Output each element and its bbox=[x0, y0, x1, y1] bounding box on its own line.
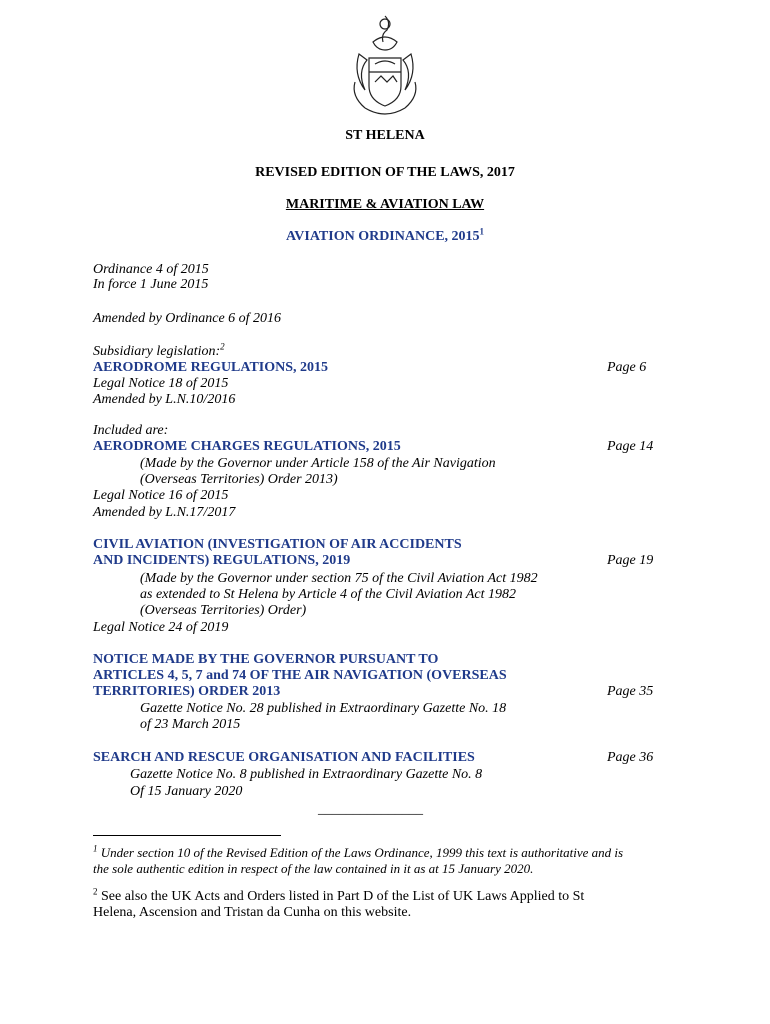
entry-title-governor-notice[interactable]: TERRITORIES) ORDER 2013 bbox=[93, 684, 281, 699]
amended-by: Amended by Ordinance 6 of 2016 bbox=[93, 311, 282, 326]
footnote-ref-1[interactable]: 1 bbox=[479, 226, 485, 237]
footnote-line: the sole authentic edition in respect of the law contained in it as at 15 January 2020. bbox=[93, 861, 534, 876]
entry-made-by: Gazette Notice No. 28 published in Extraordinary Gazette No. 18 bbox=[140, 701, 507, 716]
entry-made-by: Gazette Notice No. 8 published in Extraordinary Gazette No. 8 bbox=[130, 767, 483, 782]
entry-note: Legal Notice 16 of 2015 bbox=[93, 488, 229, 503]
footnote-rule bbox=[93, 835, 281, 836]
ordinance-title bbox=[0, 226, 770, 245]
entry-note: Legal Notice 18 of 2015 bbox=[93, 376, 229, 391]
coat-of-arms-icon bbox=[345, 12, 425, 122]
subsidiary-label-text: Subsidiary legislation: bbox=[93, 344, 221, 359]
footnote-line: Under section 10 of the Revised Edition of the Laws Ordinance, 1999 this text is authoritative and is bbox=[100, 845, 624, 860]
footnote-number: 1 bbox=[93, 843, 98, 854]
entry-title-governor-notice[interactable]: NOTICE MADE BY THE GOVERNOR PURSUANT TO bbox=[93, 652, 439, 667]
footnote-line: Helena, Ascension and Tristan da Cunha on this website. bbox=[93, 905, 412, 920]
entry-page: Page 36 bbox=[607, 750, 654, 765]
entry-made-by: (Overseas Territories) Order) bbox=[140, 603, 307, 618]
entry-page: Page 6 bbox=[607, 360, 647, 375]
entry-note: Amended by L.N.17/2017 bbox=[93, 505, 236, 520]
entry-made-by: (Overseas Territories) Order 2013) bbox=[140, 472, 338, 487]
entry-made-by: (Made by the Governor under Article 158 of the Air Navigation bbox=[140, 456, 496, 471]
entry-made-by: as extended to St Helena by Article 4 of the Civil Aviation Act 1982 bbox=[140, 587, 516, 602]
entry-title-search-and-rescue[interactable]: SEARCH AND RESCUE ORGANISATION AND FACILITIES bbox=[93, 750, 475, 765]
entry-made-by: (Made by the Governor under section 75 of the Civil Aviation Act 1982 bbox=[140, 571, 538, 586]
footnote-ref-2[interactable]: 2 bbox=[220, 341, 225, 352]
entry-title-civil-aviation-investigation[interactable]: AND INCIDENTS) REGULATIONS, 2019 bbox=[93, 553, 351, 568]
footnote-1 bbox=[93, 845, 693, 877]
subsidiary-legislation-label bbox=[93, 341, 225, 360]
entry-page: Page 14 bbox=[607, 439, 654, 454]
entry-made-by: Of 15 January 2020 bbox=[130, 784, 243, 799]
entry-page: Page 19 bbox=[607, 553, 654, 568]
entry-page: Page 35 bbox=[607, 684, 654, 699]
edition-title: REVISED EDITION OF THE LAWS, 2017 bbox=[255, 165, 515, 180]
category-title: MARITIME & AVIATION LAW bbox=[285, 197, 485, 212]
in-force-date: In force 1 June 2015 bbox=[93, 277, 209, 292]
entry-made-by: of 23 March 2015 bbox=[140, 717, 241, 732]
territory-title: ST HELENA bbox=[345, 128, 425, 143]
entry-note: Amended by L.N.10/2016 bbox=[93, 392, 236, 407]
footnote-2 bbox=[93, 886, 693, 921]
entry-note: Legal Notice 24 of 2019 bbox=[93, 620, 229, 635]
entry-title-aerodrome-charges[interactable]: AERODROME CHARGES REGULATIONS, 2015 bbox=[93, 439, 401, 454]
ordinance-number: Ordinance 4 of 2015 bbox=[93, 262, 209, 277]
ordinance-title-text: AVIATION ORDINANCE, 2015 bbox=[285, 229, 480, 244]
entry-title-governor-notice[interactable]: ARTICLES 4, 5, 7 and 74 OF THE AIR NAVIGATION (OVERSEAS bbox=[93, 668, 507, 683]
included-label: Included are: bbox=[93, 423, 169, 438]
entry-title-aerodrome-regulations[interactable]: AERODROME REGULATIONS, 2015 bbox=[93, 360, 329, 375]
footnote-number: 2 bbox=[93, 886, 98, 897]
section-separator: _______________ bbox=[318, 802, 423, 817]
footnote-line: See also the UK Acts and Orders listed in Part D of the List of UK Laws Applied to St bbox=[101, 889, 585, 904]
entry-title-civil-aviation-investigation[interactable]: CIVIL AVIATION (INVESTIGATION OF AIR ACCIDENTS bbox=[93, 537, 462, 552]
